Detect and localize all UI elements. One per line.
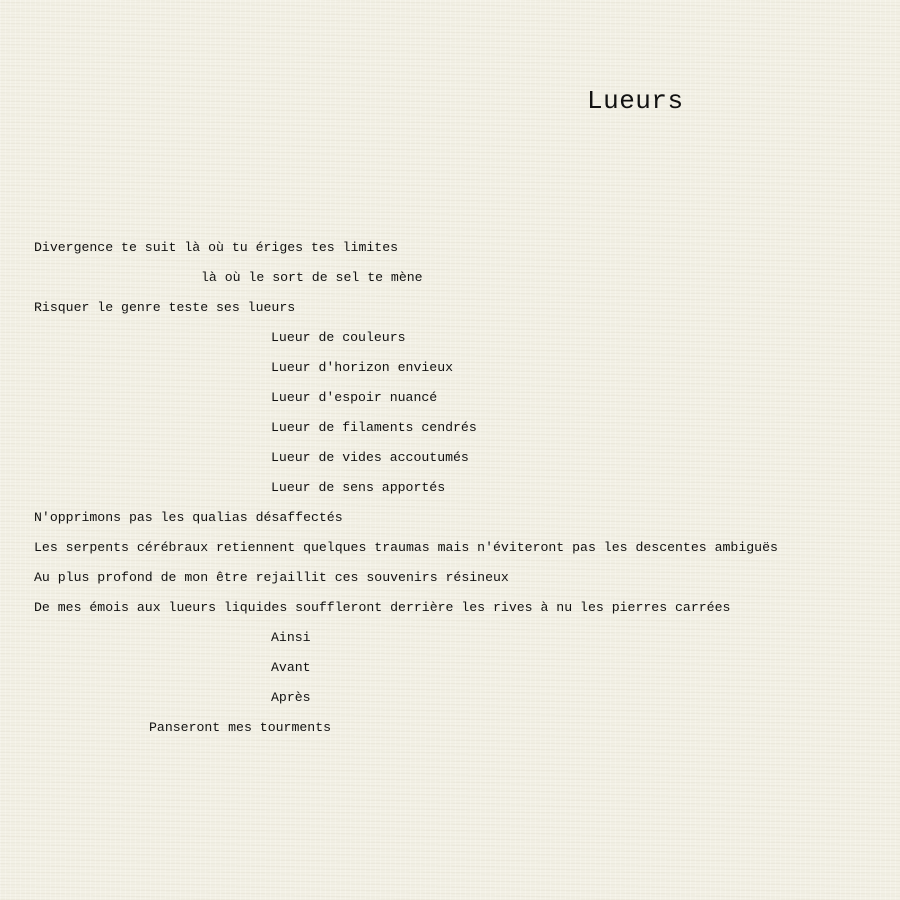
poem-line: Lueur de couleurs (271, 330, 406, 345)
poem-line: Risquer le genre teste ses lueurs (34, 300, 296, 315)
poem-line: Après (271, 690, 311, 705)
poem-line: Lueur de filaments cendrés (271, 420, 477, 435)
poem-body (34, 237, 894, 747)
poem-line: N'opprimons pas les qualias désaffectés (34, 510, 343, 525)
poem-line: Lueur de sens apportés (271, 480, 446, 495)
poem-line: Lueur de vides accoutumés (271, 450, 469, 465)
poem-line: Avant (271, 660, 311, 675)
poem-line: là où le sort de sel te mène (201, 270, 423, 285)
poem-line: Lueur d'espoir nuancé (271, 390, 438, 405)
poem-line: Panseront mes tourments (149, 720, 332, 735)
poem-line: Ainsi (271, 630, 311, 645)
poem-line: Divergence te suit là où tu ériges tes limites (34, 240, 399, 255)
poem-line: Au plus profond de mon être rejaillit ces souvenirs résineux (34, 570, 509, 585)
poem-line: Lueur d'horizon envieux (271, 360, 454, 375)
poem-line: Les serpents cérébraux retiennent quelques traumas mais n'éviteront pas les descentes ambiguës (34, 540, 778, 555)
poem-line: De mes émois aux lueurs liquides souffleront derrière les rives à nu les pierres carrées (34, 600, 731, 615)
poem-title: Lueurs (587, 86, 684, 116)
